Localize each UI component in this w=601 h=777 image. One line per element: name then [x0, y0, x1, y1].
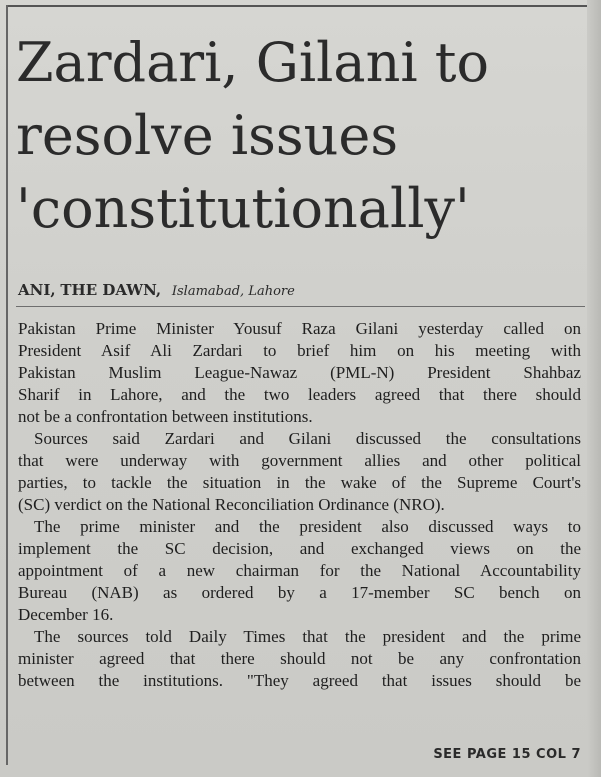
- headline-line: Zardari, Gilani to: [16, 31, 490, 94]
- body-line: parties, to tackle the situation in the wake of the Supreme Court's: [18, 473, 581, 492]
- article-body: [18, 318, 581, 692]
- body-line: minister agreed that there should not be any confrontation: [18, 649, 581, 668]
- body-line: Sharif in Lahore, and the two leaders agreed that there should: [18, 385, 581, 404]
- body-line: Sources said Zardari and Gilani discussed the consultations: [34, 429, 581, 448]
- byline-paper: THE DAWN,: [60, 281, 162, 299]
- body-line: President Asif Ali Zardari to brief him on his meeting with: [18, 341, 581, 360]
- body-line: Pakistan Muslim League-Nawaz (PML-N) President Shahbaz: [18, 363, 581, 382]
- body-line: The prime minister and the president also discussed ways to: [34, 517, 581, 536]
- top-rule: [8, 5, 591, 7]
- headline-line: resolve issues: [16, 104, 399, 167]
- byline-divider: [16, 306, 585, 307]
- continuation-jump-label: SEE PAGE 15 COL 7: [433, 747, 581, 762]
- body-line: (SC) verdict on the National Reconciliation Ordinance (NRO).: [18, 495, 445, 514]
- body-line: The sources told Daily Times that the president and the prime: [34, 627, 581, 646]
- page-edge: [587, 0, 601, 777]
- body-line: Pakistan Prime Minister Yousuf Raza Gilani yesterday called on: [18, 319, 581, 338]
- body-line: Bureau (NAB) as ordered by a 17-member SC bench on: [18, 583, 581, 602]
- byline-agency: ANI,: [18, 281, 56, 299]
- byline-place: Islamabad, Lahore: [171, 284, 295, 299]
- body-line: appointment of a new chairman for the National Accountability: [18, 561, 581, 580]
- body-line: not be a confrontation between institutions.: [18, 407, 313, 426]
- body-line: between the institutions. "They agreed that issues should be: [18, 671, 581, 690]
- left-column-rule: [6, 5, 8, 765]
- headline-line: 'constitutionally': [16, 177, 470, 240]
- body-line: that were underway with government allies and other political: [18, 451, 581, 470]
- byline: [18, 281, 295, 299]
- headline: [16, 26, 586, 245]
- body-line: December 16.: [18, 605, 114, 624]
- body-line: implement the SC decision, and exchanged views on the: [18, 539, 581, 558]
